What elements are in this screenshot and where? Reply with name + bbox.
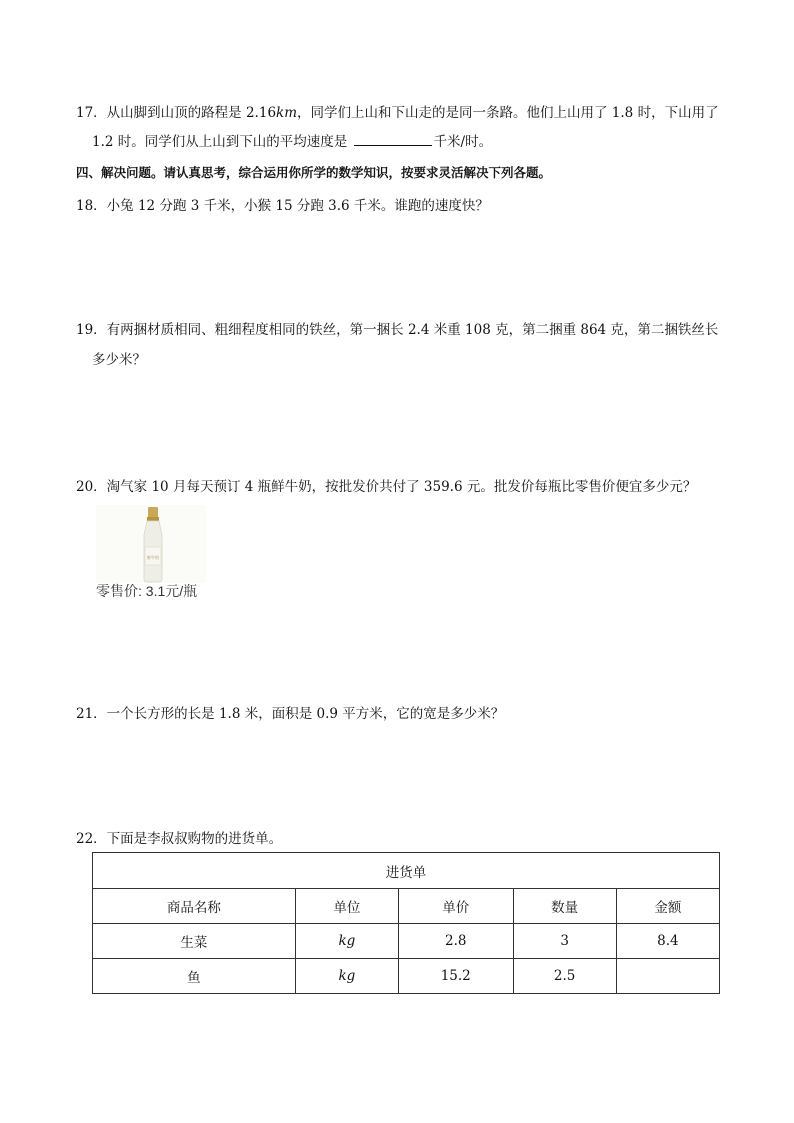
section4-heading: 四、解决问题。请认真思考，综合运用你所学的数学知识，按要求灵活解决下列各题。 xyxy=(76,165,552,180)
cell-quantity: 2.5 xyxy=(513,959,616,994)
cell-amount: 8.4 xyxy=(616,924,719,959)
cell-unit-price: 15.2 xyxy=(398,959,513,994)
q17-line1-text-a: 17．从山脚到山顶的路程是 2.16 xyxy=(76,105,277,121)
q17-unit-km: km xyxy=(276,105,298,121)
cell-unit: kg xyxy=(295,924,398,959)
header-item-name: 商品名称 xyxy=(93,889,296,924)
cell-quantity: 3 xyxy=(513,924,616,959)
purchase-table xyxy=(92,852,720,994)
retail-price-caption: 零售价: 3.1元/瓶 xyxy=(96,583,198,599)
cell-item-name: 生菜 xyxy=(93,924,296,959)
q17-line2 xyxy=(92,131,492,152)
milk-bottle-icon xyxy=(96,505,206,583)
q17-answer-blank[interactable] xyxy=(354,131,432,146)
q17-line1-text-b: ，同学们上山和下山走的是同一条路。他们上山用了 1.8 时，下山用了 xyxy=(297,105,719,121)
q17-line1 xyxy=(76,103,719,123)
q17-line2-text-a: 1.2 时。同学们从上山到下山的平均速度是 xyxy=(92,134,348,150)
table-row xyxy=(93,924,720,959)
cell-item-name: 鱼 xyxy=(93,959,296,994)
q20-text: 20．淘气家 10 月每天预订 4 瓶鲜牛奶，按批发价共付了 359.6 元。批发价每瓶比零售价便宜多少元？ xyxy=(76,479,697,495)
q21-text: 21．一个长方形的长是 1.8 米，面积是 0.9 平方米，它的宽是多少米？ xyxy=(76,706,505,722)
table-row xyxy=(93,959,720,994)
cell-amount-blank[interactable] xyxy=(616,959,719,994)
q19-line2: 多少米？ xyxy=(92,352,146,368)
table-title-row xyxy=(93,853,720,889)
header-unit: 单位 xyxy=(295,889,398,924)
cell-unit: kg xyxy=(295,959,398,994)
cell-unit-price: 2.8 xyxy=(398,924,513,959)
q19-line1: 19．有两捆材质相同、粗细程度相同的铁丝，第一捆长 2.4 米重 108 克，第二捆重 864 克，第二捆铁丝长 xyxy=(76,322,719,338)
bottle-label-text: 鲜牛奶 xyxy=(147,555,159,560)
header-quantity: 数量 xyxy=(513,889,616,924)
header-amount: 金额 xyxy=(616,889,719,924)
q18-text: 18．小兔 12 分跑 3 千米，小猴 15 分跑 3.6 千米。谁跑的速度快？ xyxy=(76,198,489,214)
q17-line2-text-b: 千米/时。 xyxy=(433,134,493,150)
q22-text: 22．下面是李叔叔购物的进货单。 xyxy=(76,831,283,847)
table-title: 进货单 xyxy=(93,853,720,889)
table-header-row xyxy=(93,889,720,924)
header-unit-price: 单价 xyxy=(398,889,513,924)
